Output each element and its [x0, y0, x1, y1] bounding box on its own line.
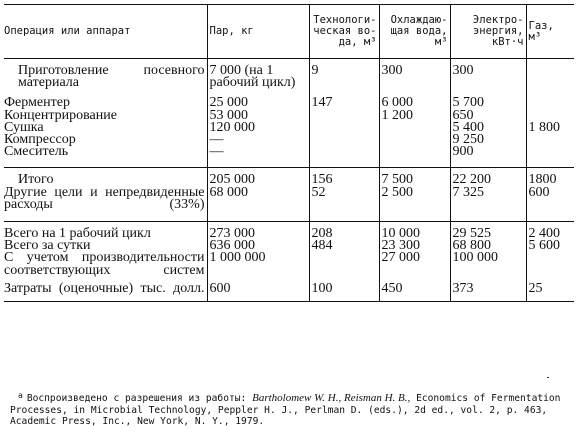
- footnote-body: Economics of Fermentation Processes, in Microbial Technology, Peppler H. J., Perlman D. (eds.), 2d ed., vol. 2, p. 463, Academic Press, Inc., New York, N. Y., 1979.: [10, 393, 561, 427]
- row-operation: Приготовление посевного материала: [18, 63, 205, 91]
- footnote-lead: Воспроизведено с разрешения из работы:: [26, 393, 247, 404]
- header-steam: Пар, кг: [207, 5, 309, 59]
- table-row: [4, 134, 574, 146]
- row-gas: [526, 252, 574, 276]
- row-steam: 68 000: [207, 187, 309, 211]
- row-gas: [526, 97, 574, 109]
- header-process-water: Технологи-ческая во-да, м³: [309, 5, 379, 59]
- row-gas: [526, 134, 574, 146]
- row-steam: 205 000: [207, 174, 309, 186]
- row-gas: 1 800: [526, 122, 574, 134]
- row-gas: [526, 146, 574, 158]
- row-process-water: 156: [309, 174, 379, 186]
- row-cooling-water: 300: [379, 65, 450, 89]
- row-operation: Компрессор: [4, 132, 76, 148]
- row-electric-power: 9 250: [450, 134, 526, 146]
- utilities-table: [4, 4, 574, 302]
- row-gas: 1800: [526, 174, 574, 186]
- row-cooling-water: 27 000: [379, 252, 450, 276]
- row-cooling-water: 10 000: [379, 228, 450, 240]
- table-row: [4, 122, 574, 134]
- row-process-water: 9: [309, 65, 379, 89]
- header-electric-power: Электро-энергия, кВт·ч: [450, 5, 526, 59]
- row-steam: 25 000: [207, 97, 309, 109]
- row-process-water: [309, 146, 379, 158]
- row-operation: Сушка: [4, 119, 44, 135]
- row-process-water: 484: [309, 240, 379, 252]
- row-gas: 2 400: [526, 228, 574, 240]
- table-row: [4, 283, 574, 295]
- row-electric-power: 300: [450, 65, 526, 89]
- table-row: [4, 252, 574, 276]
- row-operation: Всего на 1 рабочий цикл: [4, 226, 151, 242]
- scan-mark: [547, 377, 549, 378]
- row-steam: —: [207, 134, 309, 146]
- row-electric-power: 5 700: [450, 97, 526, 109]
- row-electric-power: 900: [450, 146, 526, 158]
- row-process-water: [309, 122, 379, 134]
- footnote-marker: а: [18, 391, 23, 400]
- row-electric-power: 5 400: [450, 122, 526, 134]
- row-cooling-water: 6 000: [379, 97, 450, 109]
- row-cooling-water: 1 200: [379, 110, 450, 122]
- row-gas: 5 600: [526, 240, 574, 252]
- row-operation: Итого: [18, 172, 54, 188]
- row-electric-power: 373: [450, 283, 526, 295]
- row-gas: 25: [526, 283, 574, 295]
- row-cooling-water: [379, 122, 450, 134]
- row-process-water: 100: [309, 283, 379, 295]
- table-row: [4, 65, 574, 89]
- row-process-water: [309, 252, 379, 276]
- row-operation: Смеситель: [4, 144, 69, 160]
- row-steam: —: [207, 146, 309, 158]
- row-electric-power: 29 525: [450, 228, 526, 240]
- row-cooling-water: 7 500: [379, 174, 450, 186]
- header-gas: Газ, м³: [526, 5, 574, 59]
- row-operation: Другие цели и непредвиденные расходы (33%): [4, 184, 205, 212]
- row-cooling-water: [379, 134, 450, 146]
- row-steam: 273 000: [207, 228, 309, 240]
- row-cooling-water: 450: [379, 283, 450, 295]
- row-operation: Концентрирование: [4, 107, 117, 123]
- row-operation: С учетом производительности соответствующих систем: [4, 250, 205, 278]
- row-process-water: 52: [309, 187, 379, 211]
- source-footnote: [10, 390, 570, 428]
- row-cooling-water: 2 500: [379, 187, 450, 211]
- row-steam: 600: [207, 283, 309, 295]
- row-electric-power: 650: [450, 110, 526, 122]
- row-steam: 636 000: [207, 240, 309, 252]
- row-steam: 7 000 (на 1 рабочий цикл): [207, 65, 309, 89]
- row-process-water: [309, 134, 379, 146]
- row-electric-power: 7 325: [450, 187, 526, 211]
- footnote-authors: Bartholomew W. H., Reisman H. B.,: [252, 392, 411, 404]
- row-process-water: 208: [309, 228, 379, 240]
- header-operation: Операция или аппарат: [4, 5, 207, 59]
- row-gas: 600: [526, 187, 574, 211]
- header-cooling-water: Охлаждаю-щая вода, м³: [379, 5, 450, 59]
- table-row: [4, 187, 574, 211]
- row-electric-power: 68 800: [450, 240, 526, 252]
- table-row: [4, 146, 574, 158]
- row-operation: Ферментер: [4, 95, 70, 111]
- row-steam: 1 000 000: [207, 252, 309, 276]
- table-row: [4, 110, 574, 122]
- row-electric-power: 22 200: [450, 174, 526, 186]
- row-steam: 120 000: [207, 122, 309, 134]
- row-cooling-water: 23 300: [379, 240, 450, 252]
- row-process-water: 147: [309, 97, 379, 109]
- row-operation: Затраты (оценочные) тыс. долл.: [4, 280, 205, 296]
- row-gas: [526, 65, 574, 89]
- row-electric-power: 100 000: [450, 252, 526, 276]
- table-header-row: [4, 5, 574, 59]
- row-operation: Всего за сутки: [4, 238, 91, 254]
- row-process-water: [309, 110, 379, 122]
- row-steam: 53 000: [207, 110, 309, 122]
- row-cooling-water: [379, 146, 450, 158]
